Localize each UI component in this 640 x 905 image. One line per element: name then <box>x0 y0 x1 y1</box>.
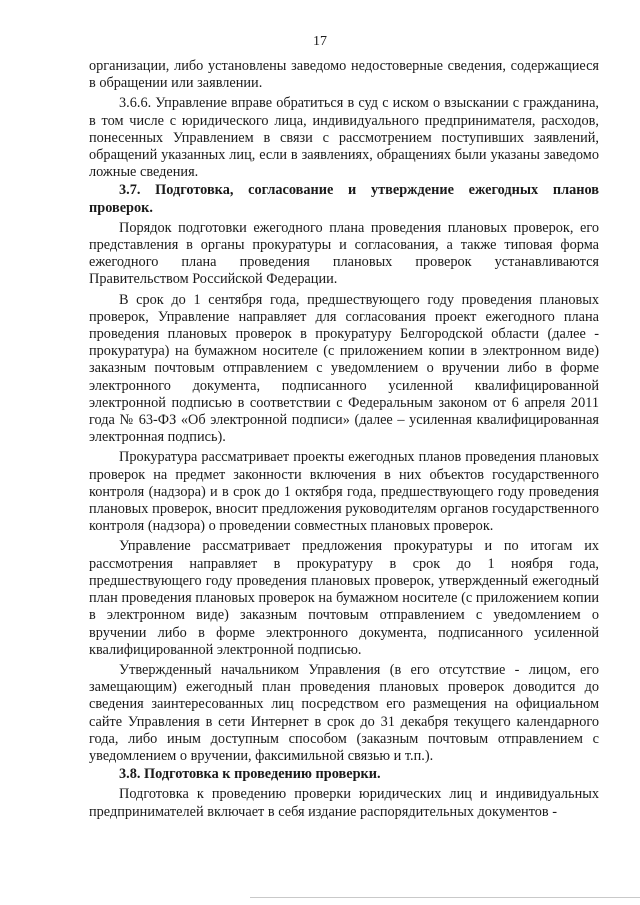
paragraph-inspection-preparation: Подготовка к проведению проверки юридических лиц и индивидуальных предпринимателей включает в себя издание распорядительных документов - <box>89 786 599 820</box>
paragraph-prosecutor-review: Прокуратура рассматривает проекты ежегодных планов проведения плановых проверок на предмет законности включения в них объектов государственного контроля (надзора) и в срок до 1 октября года, предшествующего году проведения плановых проверок, вносит предложения руководителям органов государственного контроля (надзора) о проведении совместных плановых проверок. <box>89 449 599 535</box>
section-heading-3-7: 3.7. Подготовка, согласование и утверждение ежегодных планов проверок. <box>89 182 599 216</box>
document-body <box>89 58 599 821</box>
scan-edge-line <box>250 897 640 898</box>
paragraph-continuation: организации, либо установлены заведомо недостоверные сведения, содержащиеся в обращении или заявлении. <box>89 58 599 92</box>
paragraph-november-deadline: Управление рассматривает предложения прокуратуры и по итогам их рассмотрения направляет в прокуратуру в срок до 1 ноября года, предшествующего году проведения плановых проверок, утвержденный ежегодный план проведения плановых проверок на бумажном носителе (с приложением копии в электронном виде) заказным почтовым отправлением с уведомлением о вручении либо в форме электронного документа, подписанного усиленной квалифицированной электронной подписью. <box>89 538 599 658</box>
paragraph-3-6-6: 3.6.6. Управление вправе обратиться в суд с иском о взыскании с гражданина, в том числе с юридического лица, индивидуального предпринимателя, расходов, понесенных Управлением в связи с рассмотрением поступивших заявлений, обращений указанных лиц, если в заявлениях, обращениях были указаны заведомо ложные сведения. <box>89 95 599 181</box>
paragraph-plan-procedure: Порядок подготовки ежегодного плана проведения плановых проверок, его представления в органы прокуратуры и согласования, а также типовая форма ежегодного плана проведения плановых проверок устанавливаются Правительством Российской Федерации. <box>89 219 599 288</box>
section-heading-3-8: 3.8. Подготовка к проведению проверки. <box>119 766 381 783</box>
page-number: 17 <box>313 34 327 49</box>
paragraph-september-deadline: В срок до 1 сентября года, предшествующего году проведения плановых проверок, Управление направляет для согласования проект ежегодного плана проведения плановых проверок в прокуратуру Белгородской области (далее - прокуратура) на бумажном носителе (с приложением копии в электронном виде) заказным почтовым отправлением с уведомлением о вручении либо в форме электронного документа, подписанного усиленной квалифицированной электронной подписью в соответствии с Федеральным законом от 6 апреля 2011 года № 63-ФЗ «Об электронной подписи» (далее – усиленная квалифицированная электронная подпись). <box>89 291 599 446</box>
paragraph-plan-publication: Утвержденный начальником Управления (в его отсутствие - лицом, его замещающим) ежегодный план проведения плановых проверок доводится до сведения заинтересованных лиц посредством его размещения на официальном сайте Управления в сети Интернет в срок до 31 декабря текущего календарного года, либо иным доступным способом (заказным почтовым отправлением с уведомлением о вручении, факсимильной связью и т.п.). <box>89 661 599 764</box>
